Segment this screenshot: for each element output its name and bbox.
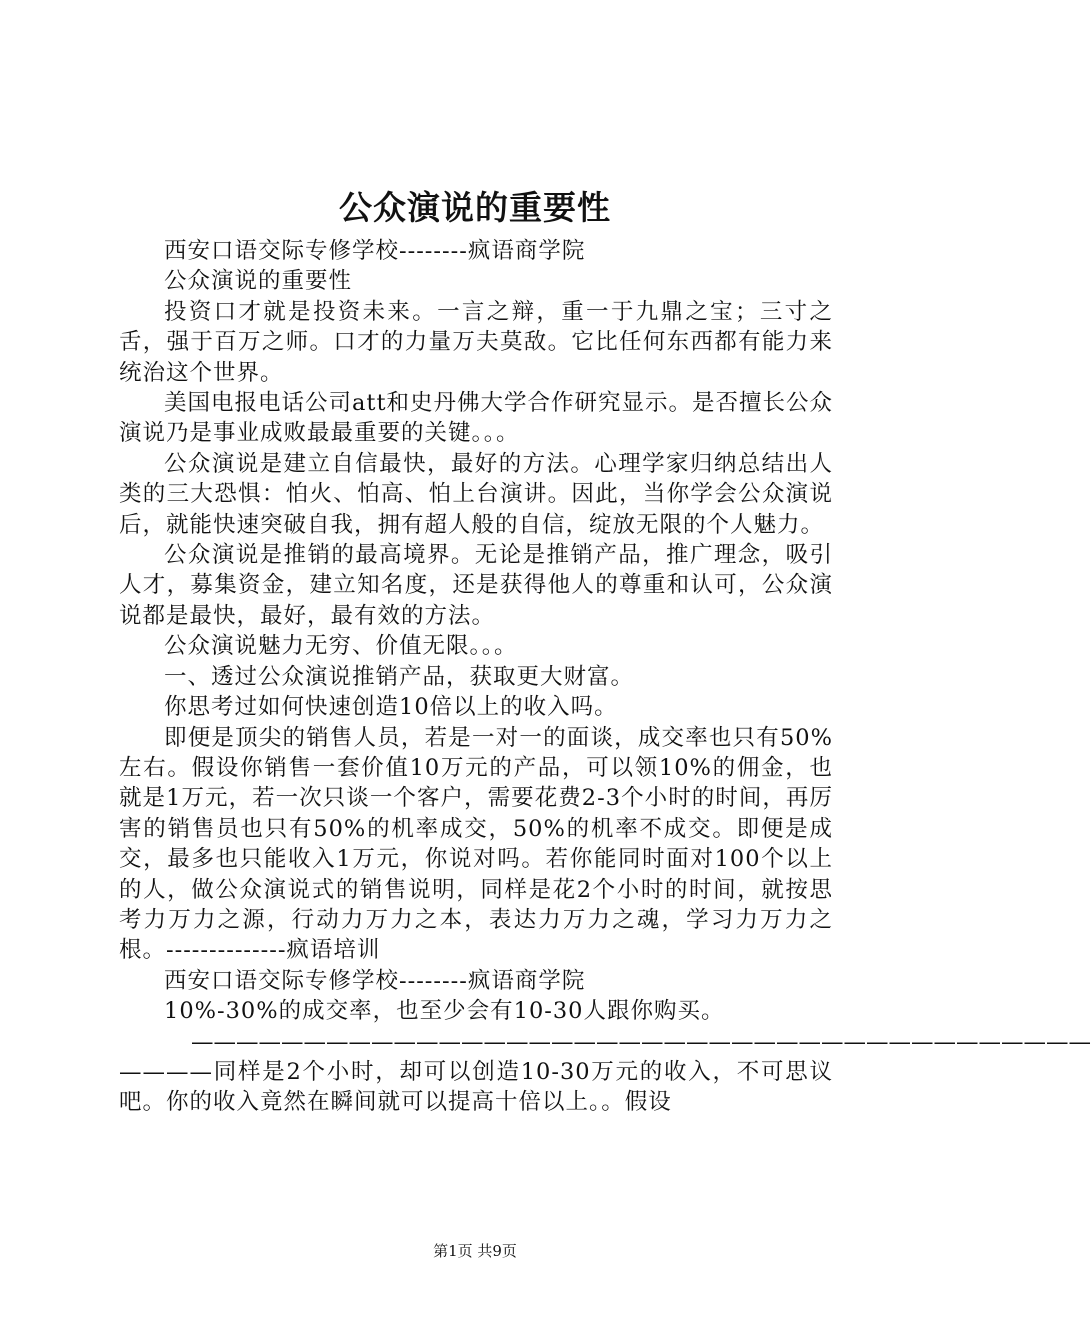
paragraph: 公众演说是建立自信最快，最好的方法。心理学家归纳总结出人类的三大恐惧：怕火、怕高、怕上台演讲。因此，当你学会公众演说后，就能快速突破自我，拥有超人般的自信，绽放无限的个人魅力。 [119, 450, 833, 538]
document-title: 公众演说的重要性 [339, 188, 611, 227]
paragraph: 西安口语交际专修学校--------疯语商学院 [164, 967, 586, 994]
paragraph: 一、透过公众演说推销产品，获取更大财富。 [164, 663, 635, 690]
paragraph: 美国电报电话公司att和史丹佛大学合作研究显示。是否擅长公众演说乃是事业成败最最重要的关键。。。 [119, 390, 833, 447]
document-body [119, 236, 1091, 1118]
paragraph: 即便是顶尖的销售人员，若是一对一的面谈，成交率也只有50%左右。假设你销售一套价值10万元的产品，可以领10%的佣金，也就是1万元，若一次只谈一个客户，需要花费2-3个小时的时间，再厉害的销售员也只有50%的机率成交，50%的机率不成交。即便是成交，最多也只能收入1万元，你说对吗。若你能同时面对100个以上的人，做公众演说式的销售说明，同样是花2个小时的时间，就按思考力万力之源，行动力万力之本，表达力万力之魂，学习力万力之根。--------------疯语培训 [119, 724, 833, 964]
paragraph: 公众演说的重要性 [164, 268, 353, 295]
paragraph: ————同样是2个小时，却可以创造10-30万元的收入，不可思议吧。你的收入竟然在瞬间就可以提高十倍以上。。假设 [119, 1058, 833, 1116]
paragraph: 西安口语交际专修学校--------疯语商学院 [164, 238, 586, 264]
dash-separator-line: ———————————————————————————————————————— [191, 1028, 1091, 1055]
paragraph: 公众演说是推销的最高境界。无论是推销产品，推广理念，吸引人才，募集资金，建立知名度，还是获得他人的尊重和认可，公众演说都是最快，最好，最有效的方法。 [119, 542, 833, 629]
paragraph: 10%-30%的成交率，也至少会有10-30人跟你购买。 [164, 998, 725, 1025]
paragraph: 你思考过如何快速创造10倍以上的收入吗。 [164, 694, 618, 721]
page-footer: 第1页 共9页 [433, 1242, 517, 1260]
paragraph: 公众演说魅力无穷、价值无限。。。 [164, 633, 518, 660]
paragraph: 投资口才就是投资未来。一言之辩，重一于九鼎之宝；三寸之舌，强于百万之师。口才的力量万夫莫敌。它比任何东西都有能力来统治这个世界。 [119, 298, 833, 386]
